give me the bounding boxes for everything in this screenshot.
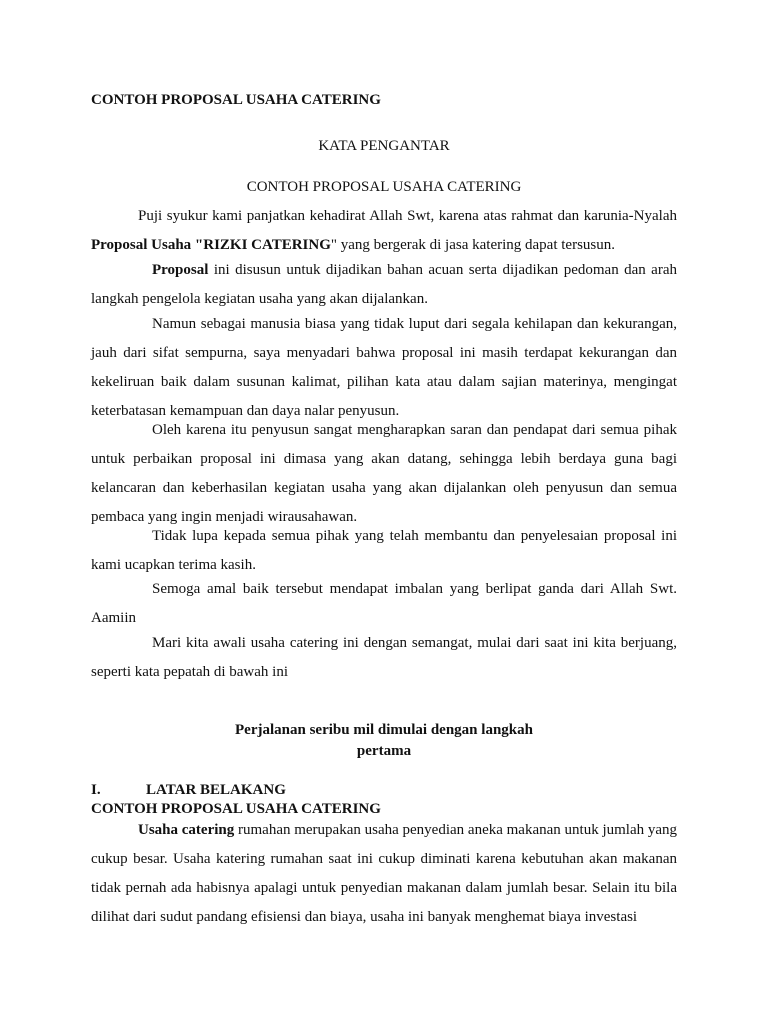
section-title: LATAR BELAKANG (146, 782, 286, 798)
document-title: CONTOH PROPOSAL USAHA CATERING (91, 92, 381, 108)
section-subtitle: CONTOH PROPOSAL USAHA CATERING (91, 801, 381, 817)
section-heading (91, 782, 286, 799)
paragraph-1-text-a: Puji syukur kami panjatkan kehadirat Allah Swt, karena atas rahmat dan karunia-Nyalah (138, 208, 677, 224)
paragraph-8 (91, 816, 677, 932)
paragraph-8-bold: Usaha catering (138, 822, 235, 838)
paragraph-3-text: Namun sebagai manusia biasa yang tidak luput dari segala kehilapan dan kekurangan, jauh dari sifat sempurna, saya menyadari bahwa proposal ini masih terdapat kekurangan dan kekeliruan baik dalam susunan kalimat, pilihan kata atau dalam sajian materinya, mengingat keterbatasan kemampuan dan daya nalar penyusun. (91, 316, 677, 419)
paragraph-2-text: ini disusun untuk dijadikan bahan acuan serta dijadikan pedoman dan arah langkah pengelola kegiatan usaha yang akan dijalankan. (91, 262, 677, 307)
quote (91, 720, 677, 762)
paragraph-7 (91, 629, 677, 687)
paragraph-5 (91, 522, 677, 580)
paragraph-4 (91, 416, 677, 532)
paragraph-8-text: rumahan merupakan usaha penyedian aneka makanan untuk jumlah yang cukup besar. Usaha katering rumahan saat ini cukup diminati karena kebutuhan akan makanan tidak pernah ada habisnya apalagi untuk penyedian makanan dalam jumlah besar. Selain itu bila dilihat dari sudut pandang efisiensi dan biaya, usaha ini banyak menghemat biaya investasi (91, 822, 678, 925)
paragraph-1-bold: Proposal Usaha "RIZKI CATERING (91, 237, 331, 253)
paragraph-2-bold: Proposal (152, 262, 209, 278)
paragraph-2 (91, 256, 677, 314)
paragraph-1-text-b: " yang bergerak di jasa katering dapat tersusun. (330, 237, 615, 253)
paragraph-6 (91, 575, 677, 633)
preface-subheading: CONTOH PROPOSAL USAHA CATERING (246, 179, 522, 195)
section-number: I. (91, 782, 101, 798)
paragraph-5-text: Tidak lupa kepada semua pihak yang telah membantu dan penyelesaian proposal ini kami ucapkan terima kasih. (91, 528, 677, 573)
quote-line-2: pertama (356, 743, 412, 759)
quote-line-1: Perjalanan seribu mil dimulai dengan langkah (235, 722, 533, 738)
paragraph-1 (91, 202, 677, 260)
paragraph-4-text: Oleh karena itu penyusun sangat mengharapkan saran dan pendapat dari semua pihak untuk perbaikan proposal ini dimasa yang akan datang, sehingga lebih berdaya guna bagi kelancaran dan keberhasilan kegiatan usaha yang akan dijalankan oleh penyusun dan semua pembaca yang ingin menjadi wirausahawan. (91, 422, 677, 525)
paragraph-7-text: Mari kita awali usaha catering ini dengan semangat, mulai dari saat ini kita berjuang, seperti kata pepatah di bawah ini (91, 635, 677, 680)
paragraph-6-text: Semoga amal baik tersebut mendapat imbalan yang berlipat ganda dari Allah Swt. Aamiin (91, 581, 677, 626)
preface-heading: KATA PENGANTAR (318, 138, 450, 154)
paragraph-3 (91, 310, 677, 426)
